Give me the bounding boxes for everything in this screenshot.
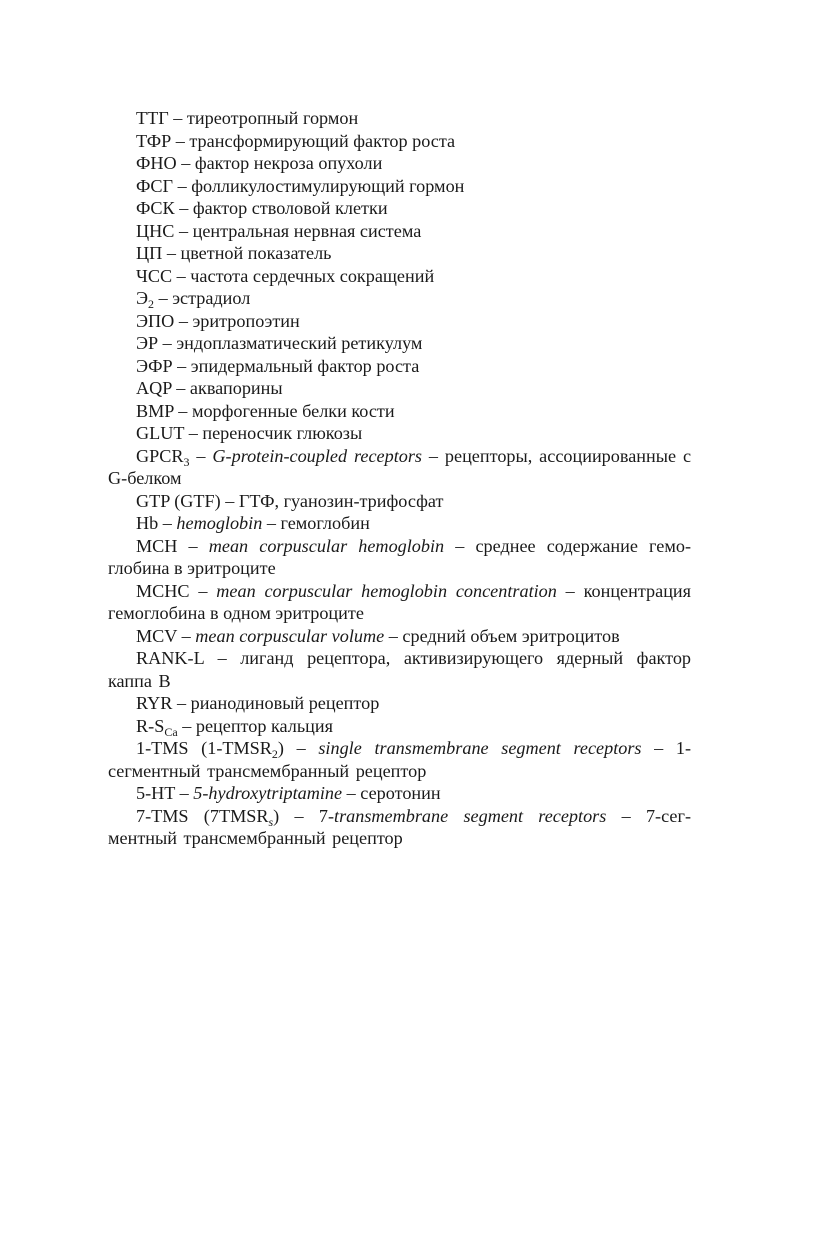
english-expansion: mean corpuscular volume	[195, 625, 385, 646]
abbreviation-entry: ФСК – фактор стволовой клетки	[136, 198, 388, 218]
abbreviation-term: BMP	[136, 400, 174, 421]
abbreviation-definition: эндоплазматический ретикулум	[176, 333, 423, 353]
abbreviation-term: ФСГ	[136, 175, 174, 196]
term-subscript: 3	[183, 454, 190, 469]
abbreviation-definition: средний объем эритроцитов	[402, 625, 620, 646]
abbreviation-entry: ЧСС – частота сердечных сокращений	[136, 265, 435, 286]
abbreviation-term: Hb	[136, 513, 159, 533]
abbreviation-term: ТФР	[136, 130, 172, 151]
term-subscript: s	[268, 814, 274, 829]
abbreviation-definition: морфогенные белки кости	[191, 400, 395, 421]
abbreviation-definition: частота сердечных сокращений	[190, 265, 435, 286]
abbreviation-term: MCV	[136, 625, 178, 646]
abbreviation-term: AQP	[136, 378, 172, 398]
abbreviation-entry: 1-TMS $(1-TMSR_2)$ – single transmembrane segment receptors – 1-сегментный трансмембранный рецептор	[108, 738, 692, 781]
abbreviation-definition: трансформирующий фактор роста	[189, 130, 456, 151]
abbreviation-term: ЦНС	[136, 220, 175, 241]
abbreviation-definition: эритропоэтин	[192, 310, 300, 331]
abbreviation-term: 7-TMS (7TMSR	[136, 805, 269, 826]
abbreviation-definition: рецепторы, ассоциированные с G-белком	[108, 445, 692, 488]
abbreviation-entry: BMP – морфогенные белки кости	[136, 400, 395, 421]
abbreviation-term: MCH	[136, 535, 178, 556]
abbreviation-term: Э	[136, 288, 149, 308]
abbreviation-definition: рецептор кальция	[195, 715, 333, 736]
abbreviation-entry: $Э_2$ – эстрадиол	[136, 288, 251, 311]
abbreviation-term: ЦП	[136, 243, 163, 263]
abbreviation-entry: ЦП – цветной показатель	[136, 243, 332, 263]
abbreviation-definition: эстрадиол	[172, 288, 251, 308]
abbreviation-entry: ЭФР – эпидермальный фактор роста	[136, 355, 420, 376]
abbreviation-definition: фактор некроза опухоли	[194, 153, 383, 173]
abbreviation-entry: ЭПО – эритропоэтин	[136, 310, 300, 331]
english-expansion: G-protein-coupled receptors	[212, 445, 423, 466]
abbreviation-definition: 7-сегментный трансмембранный рецептор	[108, 805, 691, 848]
abbreviation-definition: фолликулостимулирующий гормон	[191, 175, 465, 196]
abbreviation-term: MCHC	[136, 580, 190, 601]
abbreviation-entry: Hb – hemoglobin – гемоглобин	[136, 513, 370, 533]
abbreviation-term: GLUT	[136, 423, 185, 443]
abbreviation-term: ФНО	[136, 153, 177, 173]
abbreviation-entry: $R-S_{Ca}$ – рецептор кальция	[136, 715, 333, 739]
english-expansion: single transmembrane segment receptors	[318, 738, 642, 758]
abbreviation-term: 1-TMS (1-TMSR	[136, 738, 272, 758]
english-expansion: mean corpuscular hemoglobin concentration	[216, 580, 557, 601]
abbreviation-definition: эпидермальный фактор роста	[190, 355, 420, 376]
abbreviation-term: ЧСС	[136, 265, 173, 286]
abbreviation-entry: MCV – mean corpuscular volume – средний объем эритроцитов	[136, 625, 620, 646]
abbreviation-entry: ФНО – фактор некроза опухоли	[136, 153, 383, 173]
abbreviation-entry: $GPCR_3$ – G-protein-coupled receptors – рецепторы, ассоциированные с G-белком	[108, 445, 692, 488]
english-expansion: 5-hydroxytriptamine	[193, 783, 343, 803]
abbreviation-entry: ЦНС – центральная нервная система	[136, 220, 422, 241]
abbreviation-term: GPCR	[136, 445, 184, 466]
abbreviation-term: RYR	[136, 693, 173, 713]
abbreviation-definition: центральная нервная система	[192, 220, 422, 241]
term-subscript: Ca	[164, 724, 178, 739]
abbreviation-term: ЭР	[136, 333, 159, 353]
abbreviation-definition: переносчик глюкозы	[202, 423, 363, 443]
abbreviation-entry: 5-HT – 5-hydroxytriptamine – серотонин	[136, 783, 441, 803]
abbreviation-term: RANK-L	[136, 648, 205, 668]
abbreviation-entry: ТТГ – тиреотропный гормон	[136, 108, 359, 128]
term-subscript: 2	[148, 297, 155, 311]
abbreviation-definition: концентрация гемоглобина в одном эритроците	[108, 580, 692, 623]
abbreviation-definition: серотонин	[360, 783, 441, 803]
abbreviation-definition: ГТФ, гуанозин-трифосфат	[238, 490, 444, 511]
abbreviation-entry: ЭР – эндоплазматический ретикулум	[136, 333, 423, 353]
abbreviation-term: ФСК	[136, 198, 175, 218]
abbreviation-definition: цветной показатель	[180, 243, 332, 263]
abbreviation-term: ЭФР	[136, 355, 173, 376]
english-expansion: mean corpuscular hemoglobin	[208, 535, 445, 556]
abbreviation-term: GTP (GTF)	[136, 490, 221, 511]
abbreviation-definition: лиганд рецептора, активизирующего ядерный фактор каппа B	[108, 648, 692, 691]
abbreviation-definition: рианодиновый рецептор	[190, 693, 380, 713]
abbreviation-definition: гемоглобин	[280, 513, 370, 533]
english-expansion: hemoglobin	[176, 513, 263, 533]
abbreviation-entry: MCHC – mean corpuscular hemoglobin concentration – концентрация гемоглобина в одном эритроците	[108, 580, 692, 623]
abbreviation-entry: 7-TMS $(7TMSR_s)$ – 7-transmembrane segment receptors – 7-сегментный трансмембранный рецептор	[108, 805, 691, 848]
abbreviation-entry: GTP (GTF) – ГТФ, гуанозин-трифосфат	[136, 490, 444, 511]
abbreviation-term: 5-HT	[136, 783, 176, 803]
abbreviation-entry: MCH – mean corpuscular hemoglobin – среднее содержание гемоглобина в эритроците	[108, 535, 691, 578]
abbreviation-entry: RYR – рианодиновый рецептор	[136, 693, 380, 713]
abbreviation-definition: среднее содержание гемоглобина в эритроците	[108, 535, 691, 578]
abbreviation-term: ЭПО	[136, 310, 175, 331]
abbreviation-term: R-S	[136, 715, 165, 736]
english-expansion: transmembrane segment receptors	[334, 805, 607, 826]
abbreviation-entry: RANK-L – лиганд рецептора, активизирующего ядерный фактор каппа B	[108, 648, 692, 691]
abbreviation-definition: фактор стволовой клетки	[192, 198, 388, 218]
abbreviation-definition: аквапорины	[189, 378, 283, 398]
abbreviation-entry: GLUT – переносчик глюкозы	[136, 423, 363, 443]
abbreviation-entry: ТФР – трансформирующий фактор роста	[136, 130, 456, 151]
abbreviation-definition: тиреотропный гормон	[186, 108, 359, 128]
abbreviation-term: ТТГ	[136, 108, 169, 128]
abbreviation-definition: 1-сегментный трансмембранный рецептор	[108, 738, 692, 781]
abbreviation-entry: AQP – аквапорины	[136, 378, 283, 398]
abbreviation-entry: ФСГ – фолликулостимулирующий гормон	[136, 175, 465, 196]
abbreviation-list	[108, 107, 691, 850]
term-subscript: 2	[271, 747, 278, 761]
